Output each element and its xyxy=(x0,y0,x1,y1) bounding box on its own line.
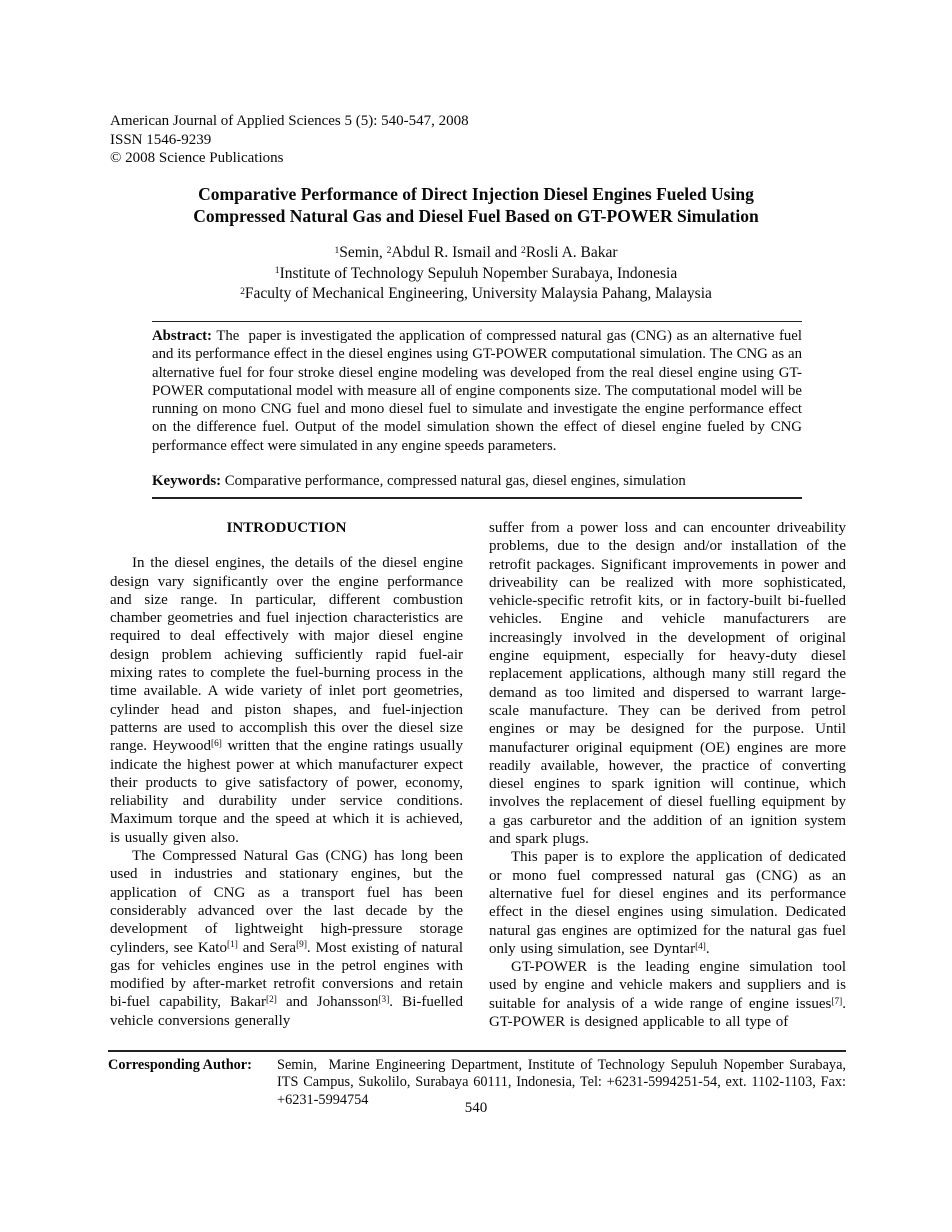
byline-block xyxy=(0,243,952,305)
journal-header xyxy=(110,112,469,168)
intro-paragraph-1: In the diesel engines, the details of the diesel engine design vary significantly over the engine performance and size range. In particular, different combustion chamber geometries and fuel injection characteristics are required to deal effectively with major diesel engine design problem achieving sufficiently rapid fuel-air mixing rates to complete the fuel-burning process in the time available. A wide variety of inlet port geometries, cylinder head and piston shapes, and fuel-injection patterns are used to accomplish this over the diesel size range. Heywood[6] written that the engine ratings usually indicate the highest power at which manufacturer expect their products to give satisfactory of power, economy, reliability and durability under service conditions. Maximum torque and the speed at which it is achieved, is usually given also. xyxy=(110,555,463,846)
intro-paragraph-3: suffer from a power loss and can encounter driveability problems, due to the design and/or installation of the retrofit packages. Significant improvements in power and driveability can be realized with more sophisticated, vehicle-specific retrofit kits, or in factory-built bi-fuelled vehicles. Engine and vehicle manufacturers are increasingly involved in the development of original engine equipment, especially for heavy-duty diesel replacement applications, although many still regard the demand as too limited and dispersed to warrant large-scale manufacture. They can be derived from petrol engines or may be designed for the purpose. Until manufacturer original equipment (OE) engines are more readily available, however, the practice of converting diesel engines to spark ignition will continue, which involves the replacement of diesel fuelling equipment by a gas carburetor and the addition of an ignition system and spark plugs. xyxy=(489,520,846,848)
copyright-line: © 2008 Science Publications xyxy=(110,150,284,166)
issn-line: ISSN 1546-9239 xyxy=(110,131,212,148)
introduction-heading: INTRODUCTION xyxy=(226,520,347,536)
affiliation-line-2: $^2$Faculty of Mechanical Engineering, University Malaysia Pahang, Malaysia xyxy=(240,285,712,302)
authors-line: $^1$Semin, $^2$Abdul R. Ismail and $^2$Rosli A. Bakar xyxy=(334,244,618,261)
corresponding-author-text: Semin, Marine Engineering Department, Institute of Technology Sepuluh Nopember Surabaya, ITS Campus, Sukolilo, Surabaya 60111, Indonesia, Tel: +6231-5994251-54, ext. 1102-1103, Fax: +6231-5994754 xyxy=(277,1057,846,1108)
affiliation-line-1: $^1$Institute of Technology Sepuluh Nopember Surabaya, Indonesia xyxy=(274,264,678,282)
right-column xyxy=(489,519,846,1031)
paper-title-line-2: Compressed Natural Gas and Diesel Fuel Based on GT-POWER Simulation xyxy=(193,205,759,226)
abstract-section xyxy=(152,321,802,499)
intro-paragraph-2: The Compressed Natural Gas (CNG) has long been used in industries and stationary engines, but the application of CNG as a transport fuel has been considerably advanced over the last decade by the development of lightweight high-pressure storage cylinders, see Kato[1] and Sera[9]. Most existing of natural gas for vehicles engines use in the petrol engines with modified by after-market retrofit conversions and retain bi-fuel capability, Bakar[2] and Johansson[3]. Bi-fuelled vehicle conversions generally xyxy=(110,848,464,1029)
paper-title xyxy=(0,184,952,227)
journal-citation-line: American Journal of Applied Sciences 5 (5): 540-547, 2008 xyxy=(110,113,469,129)
page-number: 540 xyxy=(464,1100,488,1116)
intro-paragraph-4: This paper is to explore the application of dedicated or mono fuel compressed natural gas (CNG) as an alternative fuel for diesel engines and its performance effect in the diesel engines using simulation. Dedicated natural gas engines are optimized for the natural gas fuel only using simulation, see Dyntar[4]. xyxy=(489,849,846,957)
intro-paragraph-5: GT-POWER is the leading engine simulation tool used by engine and vehicle makers and suppliers and is suitable for analysis of a wide range of engine issues[7]. GT-POWER is designed applicable to all type of xyxy=(489,959,846,1031)
paper-title-line-1: Comparative Performance of Direct Injection Diesel Engines Fueled Using xyxy=(198,184,754,204)
corresponding-author-label: Corresponding Author: xyxy=(108,1057,252,1073)
keywords-line: Keywords: Comparative performance, compressed natural gas, diesel engines, simulation xyxy=(152,473,686,490)
left-column xyxy=(110,519,463,1031)
abstract-paragraph: Abstract: The paper is investigated the application of compressed natural gas (CNG) as an alternative fuel and its performance effect in the diesel engines using GT-POWER computational simulation. The CNG as an alternative fuel for four stroke diesel engine modeling was developed from the real diesel engine using GT-POWER computational model with measure all of engine components size. The computational model will be running on mono CNG fuel and mono diesel fuel to simulate and investigate the engine performance effect on the difference fuel. Output of the model simulation shown the effect of diesel engine fueled by CNG performance effect were simulated in any engine speeds parameters. xyxy=(152,328,802,454)
body-columns xyxy=(110,519,846,1031)
